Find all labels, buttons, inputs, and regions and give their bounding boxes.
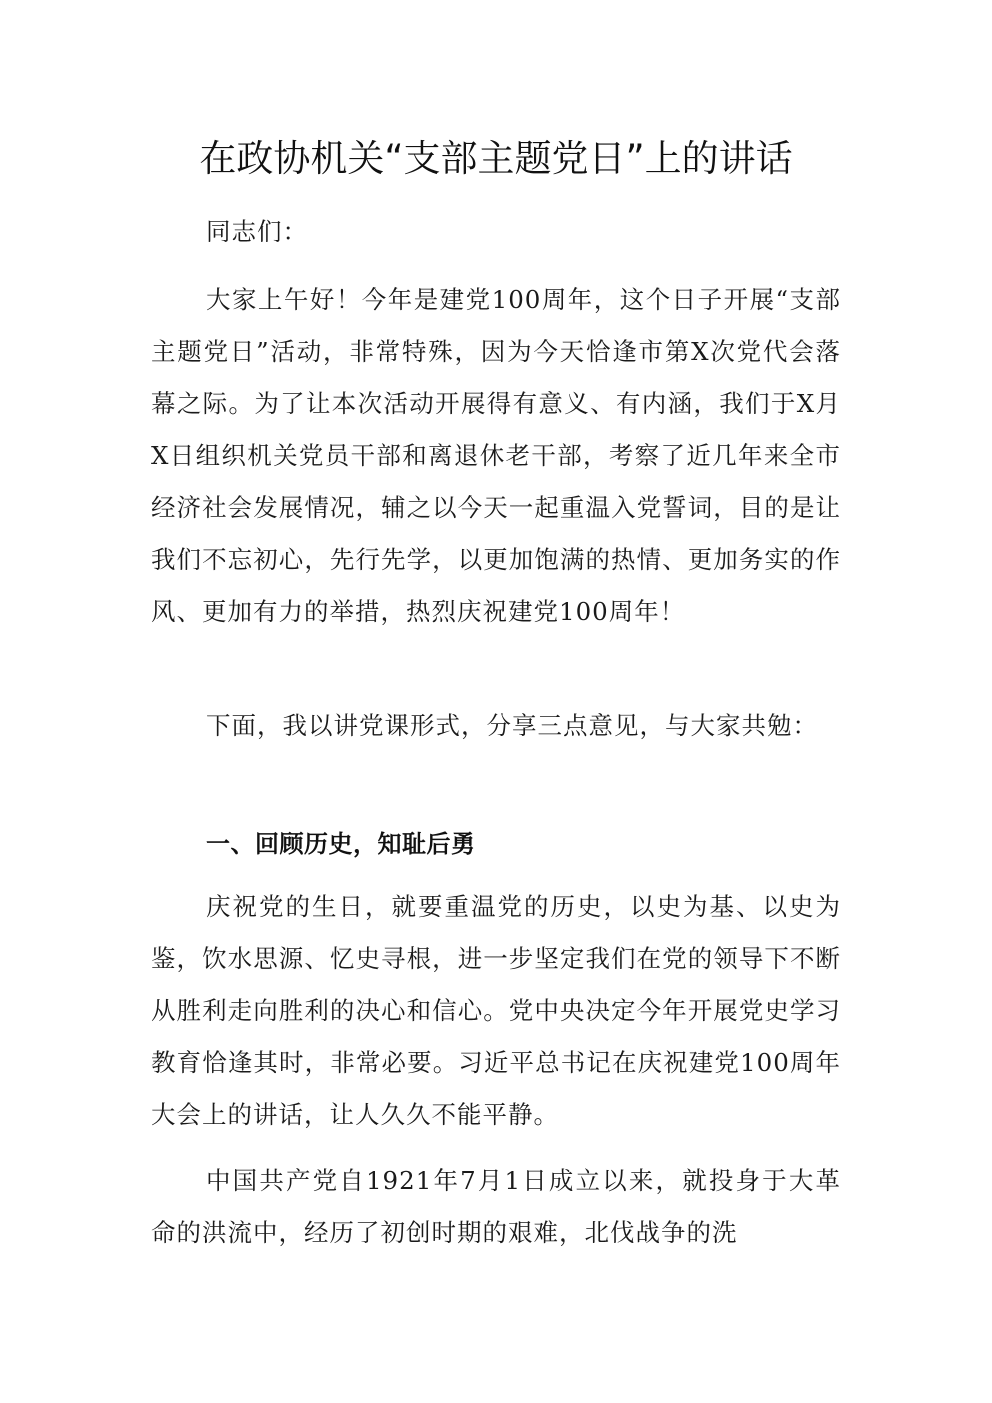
- paragraph-intro: 下面，我以讲党课形式，分享三点意见，与大家共勉：: [206, 711, 818, 740]
- paragraph-section-1: 庆祝党的生日，就要重温党的历史，以史为基、以史为鉴，饮水思源、忆史寻根，进一步坚定我们在党的领导下不断从胜利走向胜利的决心和信心。党中央决定今年开展党史学习教育恰逢其时，非常必要。习近平总书记在庆祝建党100周年大会上的讲话，让人久久不能平静。: [151, 892, 841, 1129]
- document-title: 在政协机关“支部主题党日”上的讲话: [199, 137, 793, 180]
- salutation: 同志们：: [206, 217, 308, 246]
- paragraph-section-2: 中国共产党自1921年7月1日成立以来，就投身于大革命的洪流中，经历了初创时期的艰难，北伐战争的洗: [151, 1166, 841, 1247]
- section-heading: 一、回顾历史，知耻后勇: [206, 830, 476, 858]
- paragraph-opening: 大家上午好！今年是建党100周年，这个日子开展“支部主题党日”活动，非常特殊，因为今天恰逢市第X次党代会落幕之际。为了让本次活动开展得有意义、有内涵，我们于X月X日组织机关党员干部和离退休老干部，考察了近几年来全市经济社会发展情况，辅之以今天一起重温入党誓词，目的是让我们不忘初心，先行先学，以更加饱满的热情、更加务实的作风、更加有力的举措，热烈庆祝建党100周年！: [151, 285, 841, 626]
